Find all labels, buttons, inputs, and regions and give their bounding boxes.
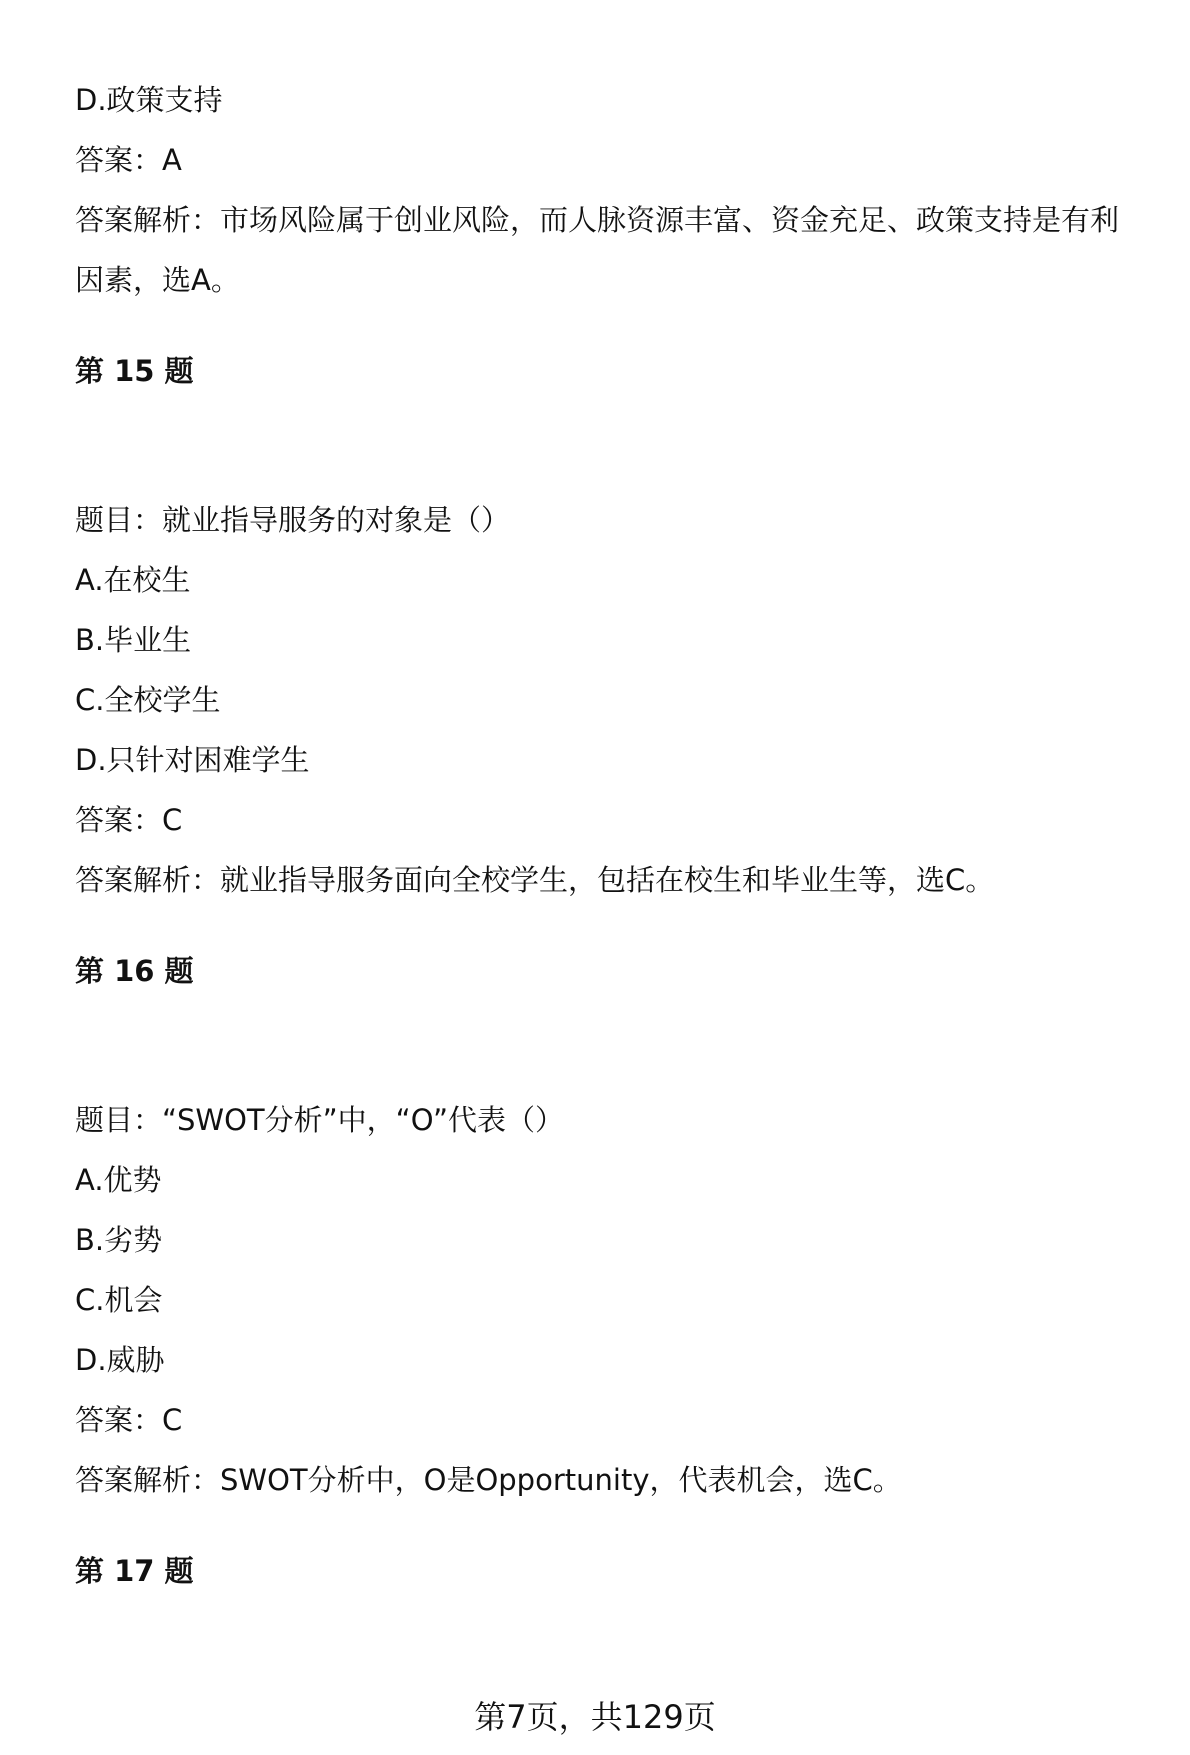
question-stem: 题目：就业指导服务的对象是（） [75,503,511,537]
page-indicator: 第7页，共129页 [474,1698,716,1736]
answer-explanation: 答案解析：就业指导服务面向全校学生，包括在校生和毕业生等，选C。 [75,863,995,897]
answer-explanation: 答案解析：SWOT分析中，O是Opportunity，代表机会，选C。 [75,1463,902,1497]
option-c: C.机会 [75,1283,163,1317]
option-d: D.政策支持 [75,83,223,117]
answer: 答案：C [75,803,183,837]
option-d: D.只针对困难学生 [75,743,310,777]
option-c: C.全校学生 [75,683,221,717]
answer-explanation-continued: 因素，选A。 [75,263,240,297]
answer: 答案：C [75,1403,183,1437]
answer: 答案：A [75,143,182,177]
answer-explanation: 答案解析：市场风险属于创业风险，而人脉资源丰富、资金充足、政策支持是有利 [75,203,1120,237]
option-b: B.劣势 [75,1223,163,1257]
option-b: B.毕业生 [75,623,192,657]
option-d: D.威胁 [75,1343,165,1377]
option-a: A.在校生 [75,563,191,597]
question-heading: 第 15 题 [75,354,194,388]
question-heading: 第 17 题 [75,1554,194,1588]
option-a: A.优势 [75,1163,162,1197]
question-stem: 题目：“SWOT分析”中，“O”代表（） [75,1103,565,1137]
question-heading: 第 16 题 [75,954,194,988]
